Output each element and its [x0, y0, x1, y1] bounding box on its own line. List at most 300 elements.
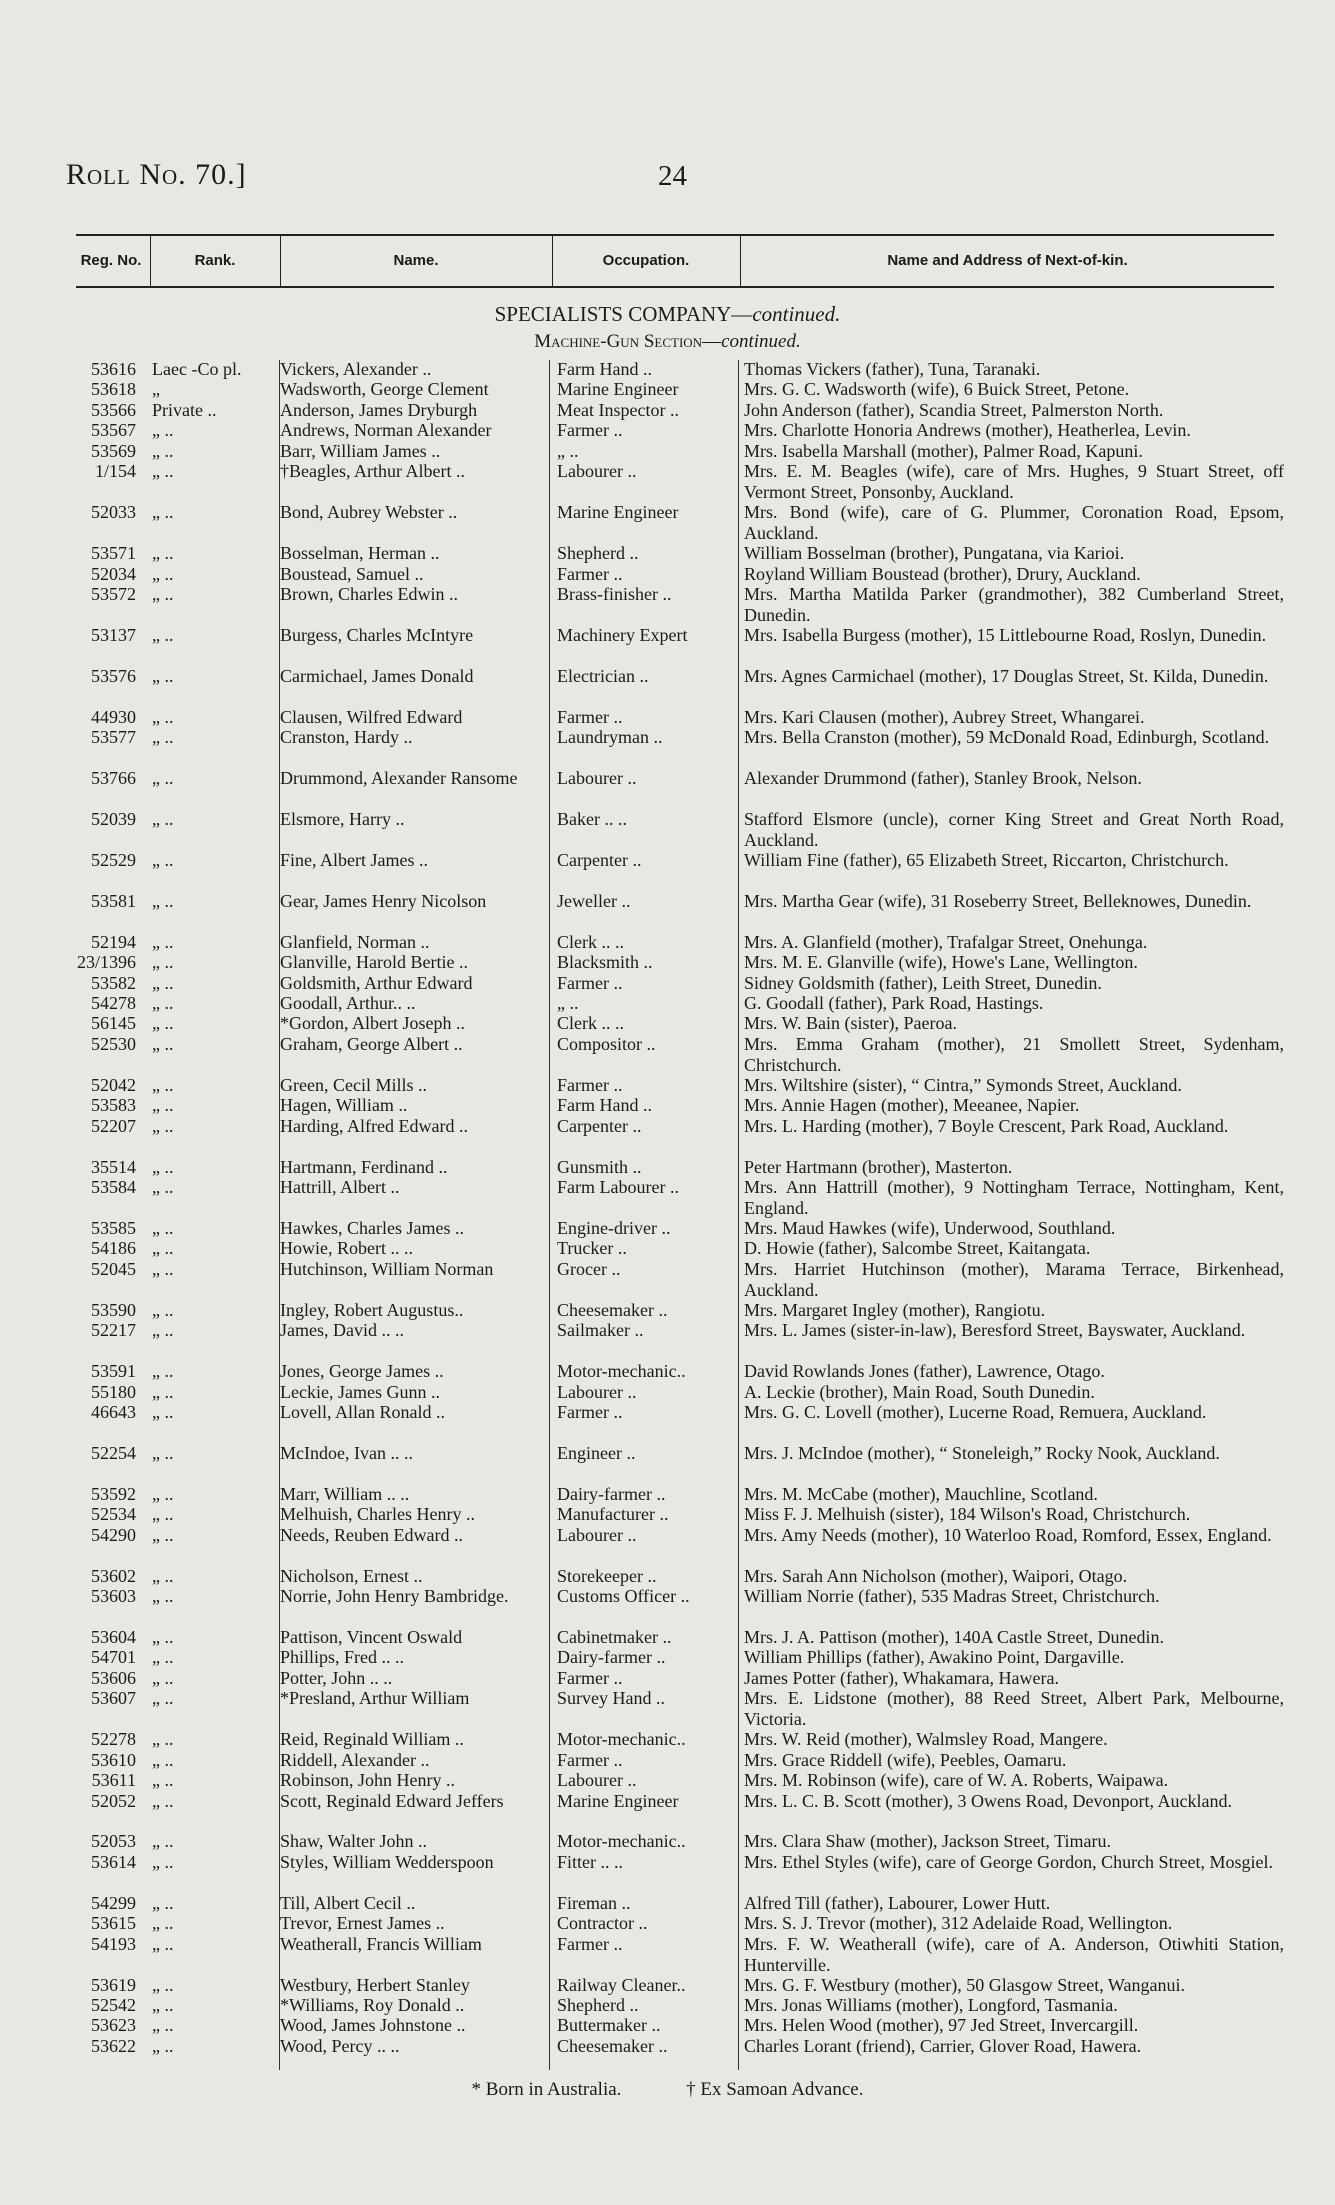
cell-rank: „ ..	[152, 1013, 174, 1034]
cell-reg-no: 53137	[91, 624, 136, 645]
cell-rank: „ ..	[152, 583, 174, 604]
cell-reg-no: 53603	[91, 1586, 136, 1606]
cell-occupation: Farmer ..	[557, 1749, 623, 1770]
cell-occupation: Storekeeper ..	[557, 1565, 657, 1586]
cell-next-of-kin: Mrs. Maud Hawkes (wife), Underwood, Southland.	[744, 1217, 1116, 1238]
cell-name: Till, Albert Cecil ..	[280, 1892, 416, 1913]
cell-reg-no: 53616	[91, 359, 136, 379]
cell-reg-no: 53623	[91, 2015, 136, 2036]
cell-rank: „ ..	[152, 849, 174, 870]
cell-occupation: Electrician ..	[557, 665, 649, 686]
cell-reg-no: 52039	[91, 808, 136, 829]
cell-reg-no: 53567	[91, 420, 136, 441]
cell-occupation: Manufacturer ..	[557, 1504, 669, 1525]
cell-name: Hagen, William ..	[280, 1095, 408, 1116]
cell-rank: „ ..	[152, 461, 174, 482]
cell-name: Burgess, Charles McIntyre	[280, 624, 474, 645]
cell-occupation: Farmer ..	[557, 972, 623, 993]
cell-name: Drummond, Alexander Ransome	[280, 768, 518, 788]
cell-occupation: Labourer ..	[557, 1524, 637, 1545]
cell-reg-no: 44930	[91, 706, 136, 727]
cell-reg-no: 53614	[91, 1851, 136, 1872]
cell-rank: „ ..	[152, 440, 174, 461]
footnote-born-australia: * Born in Australia.	[471, 2079, 622, 2100]
cell-next-of-kin: Mrs. Amy Needs (mother), 10 Waterloo Road, Romford, Essex, England.	[744, 1524, 1272, 1545]
cell-reg-no: 52042	[91, 1074, 136, 1095]
cell-name: Gear, James Henry Nicolson	[280, 890, 487, 911]
cell-rank: „ ..	[152, 972, 174, 993]
cell-next-of-kin: Mrs. Isabella Burgess (mother), 15 Littlebourne Road, Roslyn, Dunedin.	[744, 624, 1267, 645]
cell-rank: „ ..	[152, 1913, 174, 1934]
cell-reg-no: 52053	[91, 1831, 136, 1852]
cell-reg-no: 53576	[91, 665, 136, 686]
cell-occupation: Motor-mechanic..	[557, 1361, 686, 1382]
cell-next-of-kin: Mrs. G. F. Westbury (mother), 50 Glasgow Street, Wanganui.	[744, 1974, 1185, 1995]
section-title-main: SPECIALISTS COMPANY—	[494, 302, 753, 326]
cell-reg-no: 53615	[91, 1913, 136, 1934]
cell-next-of-kin: Mrs. L. C. B. Scott (mother), 3 Owens Road, Devonport, Auckland.	[744, 1790, 1232, 1811]
cell-rank: „ ..	[152, 1790, 174, 1811]
cell-name: Scott, Reginald Edward Jeffers	[280, 1790, 504, 1811]
cell-occupation: Carpenter ..	[557, 1115, 642, 1136]
cell-name: Harding, Alfred Edward ..	[280, 1115, 468, 1136]
footnote-samoan-advance: † Ex Samoan Advance.	[686, 2079, 864, 2100]
cell-reg-no: 52034	[91, 563, 136, 584]
cell-occupation: Shepherd ..	[557, 1995, 639, 2015]
footnotes	[0, 2079, 1335, 2101]
cell-name: Carmichael, James Donald	[280, 665, 474, 686]
page-number: 24	[658, 160, 687, 192]
cell-name: Andrews, Norman Alexander	[280, 420, 492, 441]
cell-occupation: Farmer ..	[557, 1074, 623, 1095]
cell-rank: „ ..	[152, 1974, 174, 1995]
cell-rank: „ ..	[152, 1851, 174, 1872]
cell-occupation: Dairy-farmer ..	[557, 1483, 666, 1504]
cell-occupation: Buttermaker ..	[557, 2015, 661, 2036]
cell-occupation: Railway Cleaner..	[557, 1974, 686, 1995]
cell-occupation: Cheesemaker ..	[557, 2035, 668, 2056]
cell-reg-no: 54701	[91, 1647, 136, 1668]
cell-reg-no: 53571	[91, 543, 136, 564]
cell-next-of-kin: Mrs. J. McIndoe (mother), “ Stoneleigh,” Rocky Nook, Auckland.	[744, 1442, 1220, 1463]
cell-next-of-kin: David Rowlands Jones (father), Lawrence, Otago.	[744, 1361, 1105, 1382]
cell-name: Elsmore, Harry ..	[280, 808, 405, 829]
cell-rank: „ ..	[152, 1483, 174, 1504]
cell-occupation: Labourer ..	[557, 1770, 637, 1791]
cell-reg-no: 53584	[91, 1177, 136, 1197]
cell-reg-no: 53585	[91, 1217, 136, 1238]
column-rule	[738, 360, 739, 2070]
cell-next-of-kin: Mrs. Martha Gear (wife), 31 Roseberry Street, Belleknowes, Dunedin.	[744, 890, 1252, 911]
cell-name: Riddell, Alexander ..	[280, 1749, 430, 1770]
col-rank: Rank.	[194, 252, 236, 269]
cell-next-of-kin: Mrs. Agnes Carmichael (mother), 17 Douglas Street, St. Kilda, Dunedin.	[744, 665, 1269, 686]
cell-reg-no: 53591	[91, 1361, 136, 1382]
cell-occupation: Baker .. ..	[557, 808, 627, 829]
cell-name: Nicholson, Ernest ..	[280, 1565, 423, 1586]
cell-next-of-kin: Mrs. Isabella Marshall (mother), Palmer Road, Kapuni.	[744, 440, 1143, 461]
cell-next-of-kin: Mrs. Bond (wife), care of G. Plummer, Coronation Road, Epsom, Auckland.	[744, 502, 1284, 544]
cell-rank: „ ..	[152, 1626, 174, 1647]
cell-name: Marr, William .. ..	[280, 1483, 410, 1504]
cell-next-of-kin: Mrs. Emma Graham (mother), 21 Smollett Street, Sydenham, Christchurch.	[744, 1033, 1284, 1075]
cell-occupation: Farm Hand ..	[557, 359, 652, 379]
cell-next-of-kin: Peter Hartmann (brother), Masterton.	[744, 1156, 1013, 1177]
cell-reg-no: 46643	[91, 1401, 136, 1422]
cell-rank: „ ..	[152, 1401, 174, 1422]
cell-next-of-kin: Mrs. G. C. Lovell (mother), Lucerne Road, Remuera, Auckland.	[744, 1401, 1207, 1422]
cell-occupation: Clerk .. ..	[557, 931, 624, 952]
cell-occupation: Labourer ..	[557, 768, 637, 788]
cell-name: Hartmann, Ferdinand ..	[280, 1156, 448, 1177]
cell-occupation: Compositor ..	[557, 1033, 656, 1054]
cell-next-of-kin: G. Goodall (father), Park Road, Hastings.	[744, 992, 1044, 1013]
cell-reg-no: 52207	[91, 1115, 136, 1136]
cell-occupation: Engine-driver ..	[557, 1217, 671, 1238]
cell-occupation: Blacksmith ..	[557, 952, 653, 973]
cell-name: Wadsworth, George Clement	[280, 379, 489, 400]
cell-rank: „ ..	[152, 1258, 174, 1279]
cell-reg-no: 53582	[91, 972, 136, 993]
cell-next-of-kin: Mrs. W. Reid (mother), Walmsley Road, Mangere.	[744, 1729, 1108, 1750]
cell-name: Green, Cecil Mills ..	[280, 1074, 427, 1095]
cell-next-of-kin: Miss F. J. Melhuish (sister), 184 Wilson's Road, Christchurch.	[744, 1504, 1191, 1525]
cell-occupation: Fitter .. ..	[557, 1851, 623, 1872]
cell-name: Pattison, Vincent Oswald	[280, 1626, 463, 1647]
cell-rank: „ ..	[152, 624, 174, 645]
cell-occupation: Contractor ..	[557, 1913, 648, 1934]
cell-rank: „ ..	[152, 1504, 174, 1525]
cell-occupation: Labourer ..	[557, 1381, 637, 1402]
cell-occupation: Laundryman ..	[557, 727, 663, 748]
cell-next-of-kin: A. Leckie (brother), Main Road, South Dunedin.	[744, 1381, 1095, 1402]
cell-rank: „ ..	[152, 1299, 174, 1320]
cell-occupation: „ ..	[557, 992, 579, 1013]
cell-reg-no: 52033	[91, 502, 136, 523]
cell-rank: „	[152, 379, 160, 400]
cell-next-of-kin: Stafford Elsmore (uncle), corner King Street and Great North Road, Auckland.	[744, 808, 1284, 850]
cell-name: Glanville, Harold Bertie ..	[280, 952, 468, 973]
cell-name: Boustead, Samuel ..	[280, 563, 424, 584]
cell-rank: „ ..	[152, 1361, 174, 1382]
cell-rank: „ ..	[152, 890, 174, 911]
cell-reg-no: 52534	[91, 1504, 136, 1525]
cell-rank: „ ..	[152, 1320, 174, 1341]
cell-next-of-kin: Mrs. J. A. Pattison (mother), 140A Castle Street, Dunedin.	[744, 1626, 1164, 1647]
cell-occupation: Farmer ..	[557, 1667, 623, 1688]
cell-name: Glanfield, Norman ..	[280, 931, 430, 952]
cell-name: Anderson, James Dryburgh	[280, 399, 478, 420]
cell-reg-no: 52529	[91, 849, 136, 870]
cell-reg-no: 56145	[91, 1013, 136, 1034]
cell-rank: „ ..	[152, 992, 174, 1013]
cell-next-of-kin: Mrs. Margaret Ingley (mother), Rangiotu.	[744, 1299, 1046, 1320]
cell-reg-no: 53618	[91, 379, 136, 400]
cell-next-of-kin: William Bosselman (brother), Pungatana, via Karioi.	[744, 543, 1125, 564]
cell-next-of-kin: Mrs. M. McCabe (mother), Mauchline, Scotland.	[744, 1483, 1098, 1504]
cell-reg-no: 52052	[91, 1790, 136, 1811]
cell-next-of-kin: Mrs. E. Lidstone (mother), 88 Reed Street, Albert Park, Melbourne, Victoria.	[744, 1688, 1284, 1730]
cell-next-of-kin: Mrs. Bella Cranston (mother), 59 McDonald Road, Edinburgh, Scotland.	[744, 727, 1270, 748]
cell-next-of-kin: John Anderson (father), Scandia Street, Palmerston North.	[744, 399, 1164, 420]
cell-next-of-kin: Mrs. F. W. Weatherall (wife), care of A. Anderson, Otiwhiti Station, Hunterville.	[744, 1933, 1284, 1975]
cell-rank: Private ..	[152, 399, 217, 420]
cell-name: Reid, Reginald William ..	[280, 1729, 464, 1750]
cell-name: Vickers, Alexander ..	[280, 359, 432, 379]
cell-next-of-kin: William Norrie (father), 535 Madras Street, Christchurch.	[744, 1586, 1160, 1606]
cell-reg-no: 1/154	[94, 461, 136, 482]
cell-occupation: Marine Engineer	[557, 1790, 679, 1811]
subsection-title	[0, 331, 1335, 353]
cell-reg-no: 53604	[91, 1626, 136, 1647]
cell-rank: „ ..	[152, 1565, 174, 1586]
cell-rank: „ ..	[152, 1586, 174, 1606]
cell-next-of-kin: Mrs. S. J. Trevor (mother), 312 Adelaide Road, Wellington.	[744, 1913, 1173, 1934]
cell-next-of-kin: Mrs. Wiltshire (sister), “ Cintra,” Symonds Street, Auckland.	[744, 1074, 1182, 1095]
cell-rank: „ ..	[152, 1442, 174, 1463]
cell-name: Clausen, Wilfred Edward	[280, 706, 463, 727]
cell-rank: „ ..	[152, 808, 174, 829]
cell-name: Ingley, Robert Augustus..	[280, 1299, 464, 1320]
cell-rank: „ ..	[152, 1667, 174, 1688]
cell-reg-no: 53581	[91, 890, 136, 911]
cell-name: McIndoe, Ivan .. ..	[280, 1442, 413, 1463]
subsection-title-main: Machine-Gun Section—	[534, 331, 722, 352]
cell-name: *Presland, Arthur William	[280, 1688, 470, 1709]
cell-next-of-kin: Mrs. Charlotte Honoria Andrews (mother), Heatherlea, Levin.	[744, 420, 1191, 441]
cell-next-of-kin: Mrs. Ethel Styles (wife), care of George Gordon, Church Street, Mosgiel.	[744, 1851, 1274, 1872]
cell-next-of-kin: Mrs. Clara Shaw (mother), Jackson Street, Timaru.	[744, 1831, 1111, 1852]
cell-occupation: Sailmaker ..	[557, 1320, 644, 1341]
cell-reg-no: 53590	[91, 1299, 136, 1320]
cell-name: Norrie, John Henry Bambridge.	[280, 1586, 509, 1606]
cell-name: Styles, William Wedderspoon	[280, 1851, 494, 1872]
cell-rank: „ ..	[152, 1238, 174, 1259]
cell-rank: Laec -Co pl.	[152, 359, 242, 379]
cell-occupation: Farm Labourer ..	[557, 1177, 679, 1197]
cell-next-of-kin: James Potter (father), Whakamara, Hawera.	[744, 1667, 1060, 1688]
cell-reg-no: 52194	[91, 931, 136, 952]
cell-rank: „ ..	[152, 727, 174, 748]
cell-occupation: Customs Officer ..	[557, 1586, 690, 1606]
cell-rank: „ ..	[152, 1647, 174, 1668]
cell-rank: „ ..	[152, 1033, 174, 1054]
cell-occupation: Farmer ..	[557, 563, 623, 584]
cell-occupation: Cheesemaker ..	[557, 1299, 668, 1320]
cell-reg-no: 53622	[91, 2035, 136, 2056]
cell-name: Fine, Albert James ..	[280, 849, 428, 870]
cell-name: Melhuish, Charles Henry ..	[280, 1504, 475, 1525]
cell-next-of-kin: William Phillips (father), Awakino Point, Dargaville.	[744, 1647, 1125, 1668]
cell-next-of-kin: Mrs. L. Harding (mother), 7 Boyle Crescent, Park Road, Auckland.	[744, 1115, 1229, 1136]
cell-name: Robinson, John Henry ..	[280, 1770, 455, 1791]
cell-next-of-kin: Mrs. Sarah Ann Nicholson (mother), Waipori, Otago.	[744, 1565, 1128, 1586]
cell-next-of-kin: Sidney Goldsmith (father), Leith Street, Dunedin.	[744, 972, 1102, 993]
cell-rank: „ ..	[152, 502, 174, 523]
cell-rank: „ ..	[152, 665, 174, 686]
cell-next-of-kin: Mrs. A. Glanfield (mother), Trafalgar Street, Onehunga.	[744, 931, 1148, 952]
cell-rank: „ ..	[152, 1770, 174, 1791]
cell-name: Wood, James Johnstone ..	[280, 2015, 466, 2036]
cell-reg-no: 52217	[91, 1320, 136, 1341]
cell-next-of-kin: Mrs. Martha Matilda Parker (grandmother), 382 Cumberland Street, Dunedin.	[744, 583, 1284, 625]
cell-reg-no: 53592	[91, 1483, 136, 1504]
cell-name: Westbury, Herbert Stanley	[280, 1974, 470, 1995]
cell-occupation: Farmer ..	[557, 706, 623, 727]
cell-name: †Beagles, Arthur Albert ..	[280, 461, 465, 482]
cell-reg-no: 23/1396	[76, 952, 136, 973]
cell-next-of-kin: Mrs. M. Robinson (wife), care of W. A. Roberts, Waipawa.	[744, 1770, 1169, 1791]
cell-rank: „ ..	[152, 543, 174, 564]
cell-name: Trevor, Ernest James ..	[280, 1913, 445, 1934]
cell-name: Needs, Reuben Edward ..	[280, 1524, 463, 1545]
column-rule	[549, 360, 550, 2070]
cell-occupation: Brass-finisher ..	[557, 583, 672, 604]
cell-reg-no: 54290	[91, 1524, 136, 1545]
cell-occupation: Motor-mechanic..	[557, 1831, 686, 1852]
cell-name: Barr, William James ..	[280, 440, 441, 461]
cell-occupation: Farmer ..	[557, 1401, 623, 1422]
cell-rank: „ ..	[152, 1074, 174, 1095]
cell-rank: „ ..	[152, 931, 174, 952]
cell-name: Phillips, Fred .. ..	[280, 1647, 405, 1668]
cell-occupation: Labourer ..	[557, 461, 637, 482]
cell-rank: „ ..	[152, 1688, 174, 1709]
cell-name: *Williams, Roy Donald ..	[280, 1995, 465, 2015]
cell-name: *Gordon, Albert Joseph ..	[280, 1013, 465, 1034]
cell-next-of-kin: Thomas Vickers (father), Tuna, Taranaki.	[744, 359, 1041, 379]
col-reg-no: Reg. No.	[80, 252, 142, 269]
cell-occupation: Carpenter ..	[557, 849, 642, 870]
cell-next-of-kin: Mrs. Kari Clausen (mother), Aubrey Street, Whangarei.	[744, 706, 1145, 727]
cell-rank: „ ..	[152, 1115, 174, 1136]
cell-next-of-kin: Mrs. E. M. Beagles (wife), care of Mrs. Hughes, 9 Stuart Street, off Vermont Street, Ponsonby, Auckland.	[744, 461, 1284, 503]
cell-name: Hutchinson, William Norman	[280, 1258, 494, 1279]
cell-rank: „ ..	[152, 768, 174, 788]
cell-occupation: Engineer ..	[557, 1442, 636, 1463]
cell-rank: „ ..	[152, 1177, 174, 1197]
cell-reg-no: 53611	[91, 1770, 136, 1791]
cell-name: Weatherall, Francis William	[280, 1933, 482, 1954]
cell-name: Brown, Charles Edwin ..	[280, 583, 458, 604]
cell-next-of-kin: Mrs. W. Bain (sister), Paeroa.	[744, 1013, 957, 1034]
cell-rank: „ ..	[152, 1095, 174, 1116]
cell-occupation: Cabinetmaker ..	[557, 1626, 672, 1647]
cell-name: Howie, Robert .. ..	[280, 1238, 413, 1259]
cell-name: Potter, John .. ..	[280, 1667, 393, 1688]
cell-occupation: Meat Inspector ..	[557, 399, 679, 420]
cell-next-of-kin: Mrs. G. C. Wadsworth (wife), 6 Buick Street, Petone.	[744, 379, 1130, 400]
cell-occupation: „ ..	[557, 440, 579, 461]
cell-name: Cranston, Hardy ..	[280, 727, 413, 748]
cell-next-of-kin: Mrs. Helen Wood (mother), 97 Jed Street, Invercargill.	[744, 2015, 1139, 2036]
cell-next-of-kin: Mrs. Ann Hattrill (mother), 9 Nottingham Terrace, Nottingham, Kent, England.	[744, 1177, 1284, 1218]
cell-reg-no: 52045	[91, 1258, 136, 1279]
cell-name: Wood, Percy .. ..	[280, 2035, 400, 2056]
cell-reg-no: 53572	[91, 583, 136, 604]
cell-rank: „ ..	[152, 1933, 174, 1954]
cell-name: Graham, George Albert ..	[280, 1033, 463, 1054]
cell-next-of-kin: Charles Lorant (friend), Carrier, Glover Road, Hawera.	[744, 2035, 1142, 2056]
cell-reg-no: 53619	[91, 1974, 136, 1995]
cell-name: Bosselman, Herman ..	[280, 543, 440, 564]
cell-occupation: Trucker ..	[557, 1238, 627, 1259]
cell-occupation: Gunsmith ..	[557, 1156, 642, 1177]
cell-reg-no: 53610	[91, 1749, 136, 1770]
cell-occupation: Farmer ..	[557, 420, 623, 441]
cell-occupation: Jeweller ..	[557, 890, 631, 911]
cell-next-of-kin: Mrs. Grace Riddell (wife), Peebles, Oamaru.	[744, 1749, 1067, 1770]
cell-next-of-kin: D. Howie (father), Salcombe Street, Kaitangata.	[744, 1238, 1091, 1259]
cell-reg-no: 53566	[91, 399, 136, 420]
cell-occupation: Dairy-farmer ..	[557, 1647, 666, 1668]
cell-occupation: Shepherd ..	[557, 543, 639, 564]
cell-name: Bond, Aubrey Webster ..	[280, 502, 458, 523]
cell-rank: „ ..	[152, 1749, 174, 1770]
cell-next-of-kin: Mrs. Harriet Hutchinson (mother), Marama Terrace, Birkenhead, Auckland.	[744, 1258, 1284, 1300]
cell-reg-no: 54299	[91, 1892, 136, 1913]
cell-reg-no: 54193	[91, 1933, 136, 1954]
cell-reg-no: 53766	[91, 768, 136, 788]
cell-occupation: Clerk .. ..	[557, 1013, 624, 1034]
cell-name: Jones, George James ..	[280, 1361, 444, 1382]
cell-rank: „ ..	[152, 952, 174, 973]
cell-occupation: Survey Hand ..	[557, 1688, 665, 1709]
cell-occupation: Farm Hand ..	[557, 1095, 652, 1116]
cell-occupation: Marine Engineer	[557, 502, 679, 523]
cell-occupation: Machinery Expert	[557, 624, 688, 645]
cell-next-of-kin: Mrs. L. James (sister-in-law), Beresford Street, Bayswater, Auckland.	[744, 1320, 1246, 1341]
cell-occupation: Grocer ..	[557, 1258, 621, 1279]
cell-rank: „ ..	[152, 1381, 174, 1402]
cell-rank: „ ..	[152, 1524, 174, 1545]
cell-next-of-kin: Alexander Drummond (father), Stanley Brook, Nelson.	[744, 768, 1142, 788]
roll-number: Roll No. 70.]	[66, 158, 247, 191]
cell-occupation: Motor-mechanic..	[557, 1729, 686, 1750]
cell-name: Goodall, Arthur.. ..	[280, 992, 416, 1013]
cell-reg-no: 53607	[91, 1688, 136, 1709]
cell-occupation: Fireman ..	[557, 1892, 631, 1913]
cell-next-of-kin: William Fine (father), 65 Elizabeth Street, Riccarton, Christchurch.	[744, 849, 1229, 870]
cell-reg-no: 54186	[91, 1238, 136, 1259]
cell-name: Leckie, James Gunn ..	[280, 1381, 440, 1402]
cell-occupation: Marine Engineer	[557, 379, 679, 400]
cell-reg-no: 52530	[91, 1033, 136, 1054]
cell-occupation: Farmer ..	[557, 1933, 623, 1954]
cell-name: Shaw, Walter John ..	[280, 1831, 428, 1852]
cell-reg-no: 53602	[91, 1565, 136, 1586]
cell-reg-no: 53569	[91, 440, 136, 461]
cell-reg-no: 52542	[91, 1995, 136, 2015]
cell-next-of-kin: Mrs. Annie Hagen (mother), Meeanee, Napier.	[744, 1095, 1080, 1116]
cell-next-of-kin: Royland William Boustead (brother), Drury, Auckland.	[744, 563, 1141, 584]
cell-reg-no: 53583	[91, 1095, 136, 1116]
cell-rank: „ ..	[152, 1892, 174, 1913]
section-title-cont: continued.	[752, 302, 841, 326]
subsection-title-cont: continued.	[721, 331, 801, 352]
cell-reg-no: 53577	[91, 727, 136, 748]
cell-rank: „ ..	[152, 420, 174, 441]
cell-reg-no: 55180	[91, 1381, 136, 1402]
col-next-of-kin: Name and Address of Next-of-kin.	[887, 252, 1128, 269]
column-rule	[279, 360, 280, 2070]
section-title	[0, 302, 1335, 327]
cell-reg-no: 35514	[91, 1156, 136, 1177]
col-occupation: Occupation.	[602, 252, 690, 269]
cell-rank: „ ..	[152, 2015, 174, 2036]
cell-next-of-kin: Alfred Till (father), Labourer, Lower Hutt.	[744, 1892, 1051, 1913]
cell-rank: „ ..	[152, 1217, 174, 1238]
